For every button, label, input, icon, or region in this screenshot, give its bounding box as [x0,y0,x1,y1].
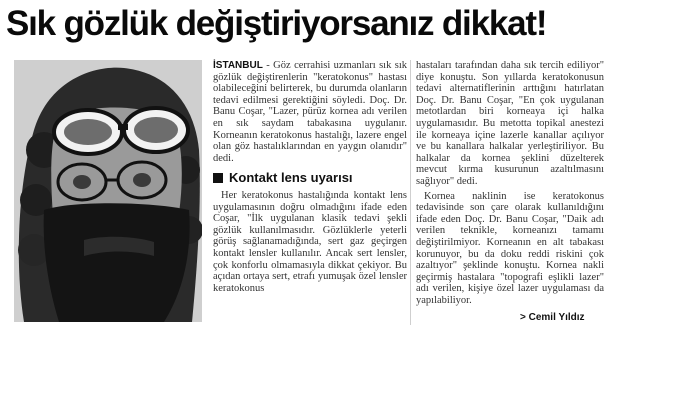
article-column-2 [416,60,604,309]
paragraph-treatment: hastaları tarafından daha sık tercih ediliyor" diye konuştu. Son yıllarda keratokonusun tedavi alternatiflerinin arttığını hatırlatan Doç. Dr. Banu Coşar, "En çok uygulanan metotlardan biri korneaya içi halka uygulamasıdır. Bu metotta topikal anestezi ile korneaya içine lazerle kanallar açılıyor ve bu kanallara halkalar yerleştiriliyor. Bu halkalar da kornea şeklini düzelterek mevcut kırma kusurunun azaltılmasını sağlıyor" dedi. [416,60,604,187]
square-bullet-icon [213,173,223,183]
intro-text: - Göz cerrahisi uzmanları sık sık gözlük değiştirenlerin "keratokonus" hastası olabileceğini belirterek, bu durumda olanların tedavi edilmesi gerektiğini söyledi. Doç. Dr. Banu Coşar, "Lazer, pürüz kornea adı verilen en sık saydam tabakasına uygulanır. Korneanın keratokonus hastalığı, lazere engel olan göz hastalıklarından en yaygın olanıdır" dedi. [213,60,408,164]
byline: > Cemil Yıldız [520,312,585,323]
paragraph-transplant: Kornea naklinin ise keratokonus tedavisinde son çare olarak kullanıldığını ifade eden Doç. Dr. Banu Coşar, "Daik adı verilen teknikle, korneanızı tamamı değiştirilmiyor. Korneanın en alt tabakası korunuyor, bu da doku reddi riskini çok azaltıyor" şeklinde konuştu. Kornea nakli geçirmiş hastalara "topografi eşlikli lazer" adı verilen, kişiye özel lazer uygulaması da yapılabiliyor. [416,190,604,306]
subheading [213,172,407,184]
intro-paragraph [213,60,407,164]
subheading-text: Kontakt lens uyarısı [229,170,353,186]
article-photo [14,60,202,322]
headline: Sık gözlük değiştiriyorsanız dikkat! [6,4,547,43]
article-column-1 [213,60,407,297]
paragraph-lens: Her keratokonus hastalığında kontakt lens uygulamasının doğru olmadığını ifade eden Coşar, "İlk uygulanan klasik tedavi şekli gözlük kullanılmasıdır. Gözlüklerle yeterli görüş sağlanamadığında, sert gaz geçirgen kontakt lensler kullanılır. Ancak sert lensler, çok konforlu olmamasıyla dikkat çekiyor. Bu açıdan ortaya sert, etrafı yumuşak özel lensler keratokonus [213,189,407,294]
dateline: İSTANBUL [213,60,263,71]
column-divider [410,60,411,325]
